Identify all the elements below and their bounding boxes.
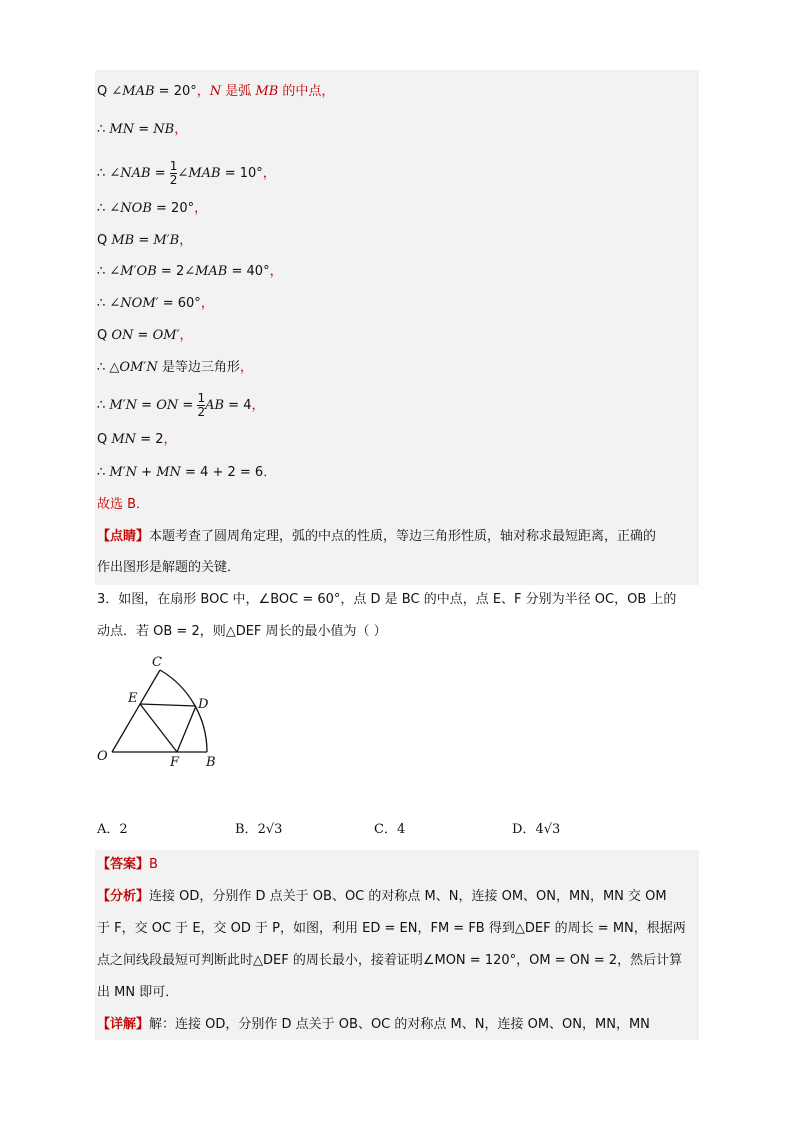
solution-line-11: Q MN = 2， bbox=[97, 432, 177, 447]
sector-figure bbox=[92, 652, 232, 777]
option-d: D．4√3 bbox=[512, 822, 561, 837]
radius-oc bbox=[112, 670, 160, 752]
analysis-line-2: 于 F，交 OC 于 E，交 OD 于 P，如图，利用 ED = EN，FM = FB 得到△DEF 的周长 = MN，根据两 bbox=[97, 921, 686, 936]
solution-line-5: Q MB = M′B， bbox=[97, 233, 193, 248]
question-line-2: 动点．若 OB = 2，则△DEF 周长的最小值为（ ） bbox=[97, 624, 387, 639]
label-d: D bbox=[198, 697, 209, 712]
label-b: B bbox=[206, 755, 216, 770]
solution-conclusion: 故选 B． bbox=[97, 497, 150, 512]
dianjing-line-1: 【点睛】本题考查了圆周角定理，弧的中点的性质，等边三角形性质，轴对称求最短距离，正确的 bbox=[97, 529, 657, 544]
answer-line: 【答案】B bbox=[97, 857, 158, 872]
option-a: A．2 bbox=[97, 822, 128, 837]
answer-shade bbox=[95, 850, 699, 1040]
question-line-1: 3．如图，在扇形 BOC 中，∠BOC = 60°，点 D 是 BC 的中点，点 E、F 分别为半径 OC，OB 上的 bbox=[97, 592, 677, 607]
solution-line-2: ∴ MN = NB， bbox=[97, 122, 188, 137]
solution-line-10: ∴ M′N = ON = $\frac{1}{2}$ AB = 4， bbox=[97, 391, 265, 419]
analysis-line-3: 点之间线段最短可判断此时△DEF 的周长最小，接着证明∠MON = 120°，OM = ON = 2，然后计算 bbox=[97, 953, 683, 968]
option-b: B．2√3 bbox=[235, 822, 283, 837]
option-c: C．4 bbox=[374, 822, 406, 837]
solution-line-9: ∴ △OM′N 是等边三角形， bbox=[97, 360, 253, 375]
label-e: E bbox=[128, 691, 138, 706]
solution-line-1: Q ∠MAB = 20°，N 是弧 MB 的中点， bbox=[97, 84, 335, 99]
segment-ed bbox=[140, 704, 196, 706]
label-c: C bbox=[152, 655, 162, 670]
solution-line-8: Q ON = OM′， bbox=[97, 328, 193, 343]
detail-line-1: 【详解】解：连接 OD，分别作 D 点关于 OB、OC 的对称点 M、N，连接 OM、ON，MN，MN bbox=[97, 1017, 650, 1032]
dianjing-line-2: 作出图形是解题的关键． bbox=[97, 560, 241, 575]
analysis-line-1: 【分析】连接 OD，分别作 D 点关于 OB、OC 的对称点 M、N，连接 OM、ON，MN，MN 交 OM bbox=[97, 889, 667, 904]
segment-ef bbox=[140, 704, 177, 752]
label-o: O bbox=[97, 749, 108, 764]
segment-df bbox=[177, 706, 196, 752]
label-f: F bbox=[170, 755, 180, 770]
solution-line-7: ∴ ∠NOM′ = 60°， bbox=[97, 296, 214, 311]
analysis-line-4: 出 MN 即可． bbox=[97, 985, 179, 1000]
solution-line-12: ∴ M′N + MN = 4 + 2 = 6． bbox=[97, 465, 277, 480]
solution-line-6: ∴ ∠M′OB = 2∠MAB = 40°， bbox=[97, 264, 283, 279]
solution-line-4: ∴ ∠NOB = 20°， bbox=[97, 201, 208, 216]
solution-line-3: ∴ ∠NAB = $\frac{1}{2}$ ∠MAB = 10°， bbox=[97, 159, 276, 187]
